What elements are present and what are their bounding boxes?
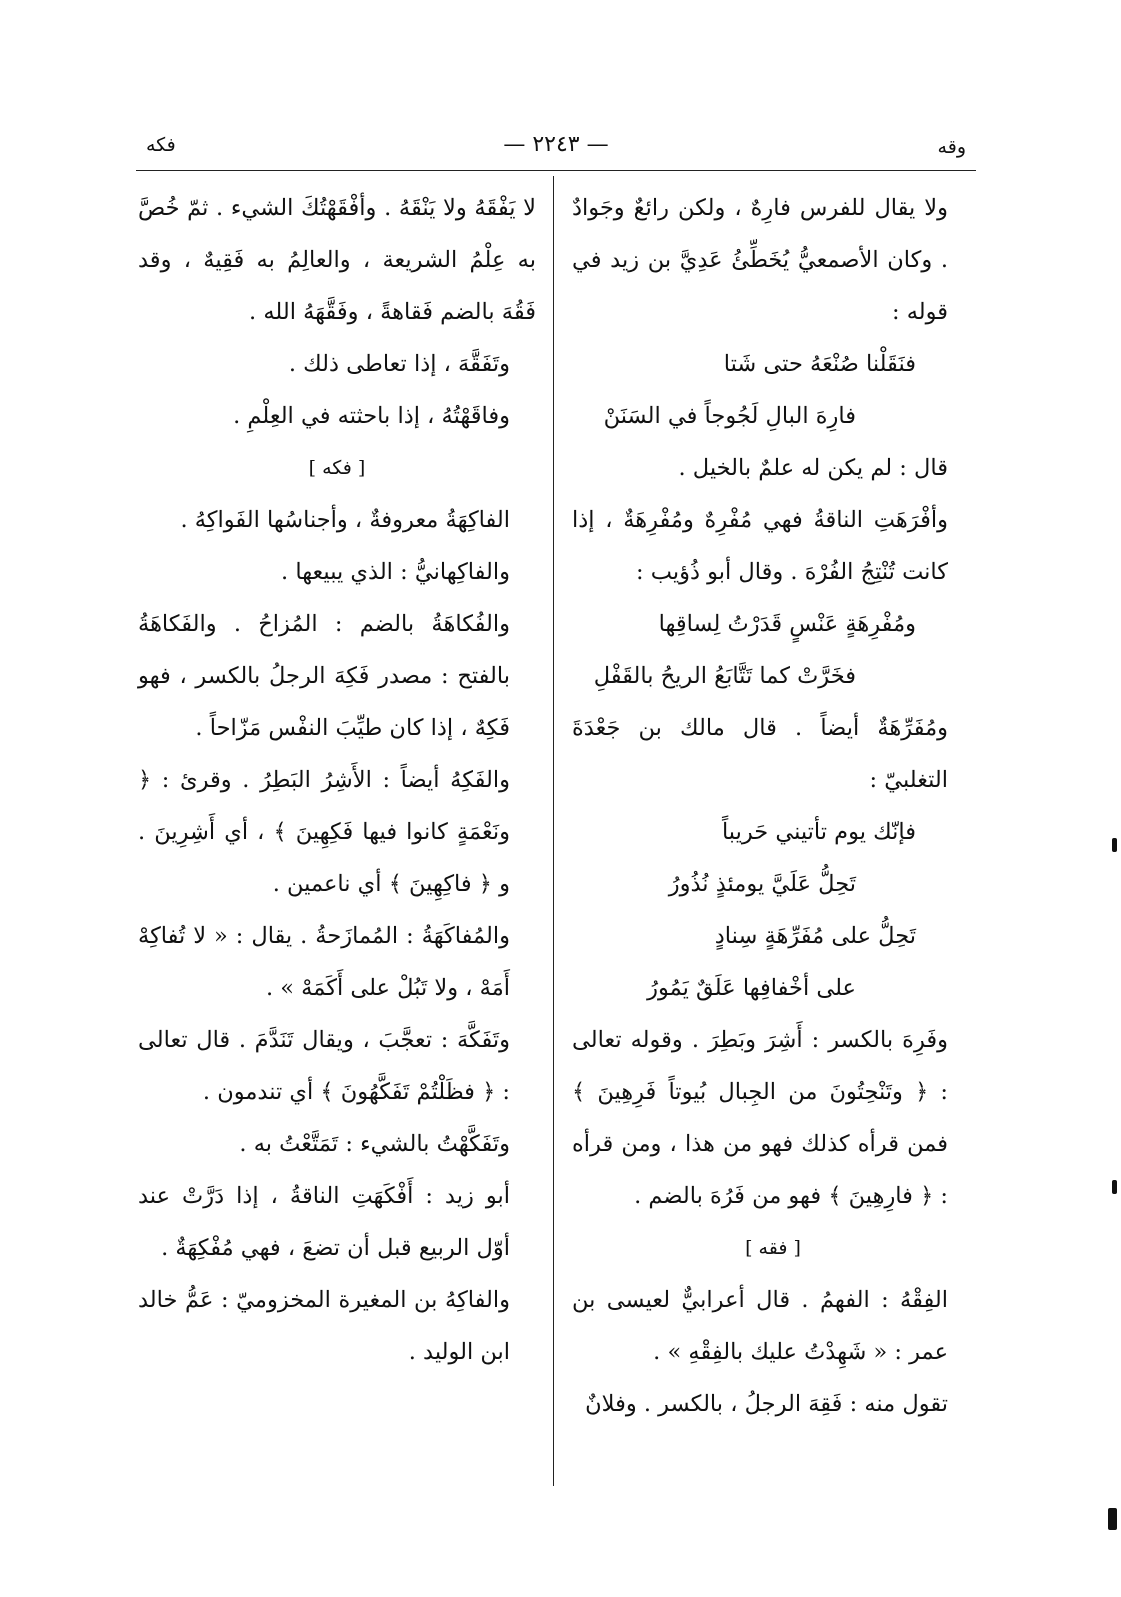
paragraph: والفاكِهُ بن المغيرة المخزوميّ : عَمُّ خالد ابن الوليد . [138, 1287, 510, 1365]
paragraph: قال : لم يكن له علمٌ بالخيل . [678, 455, 948, 481]
verse-line: تَحِلُّ على مُفَرِّهَةٍ سِنادٍ [714, 923, 916, 949]
paragraph: الفِقْهُ : الفهمُ . قال أعرابيٌّ لعيسى بن عمر : « شَهِدْتُ عليك بالفِقْهِ » . [572, 1287, 948, 1365]
paragraph: وتَفَكَّهَ : تعجَّبَ ، ويقال تَنَدَّمَ . قال تعالى : ﴿ فظَلْتُمْ تَفَكَّهُونَ ﴾ أي تندمون . [138, 1027, 510, 1105]
paragraph: أبو زيد : أَفْكَهَتِ الناقةُ ، إذا دَرَّتْ عند أوّل الربيع قبل أن تضعَ ، فهي مُفْكِهَةٌ . [138, 1183, 510, 1261]
page-header [138, 130, 974, 164]
paragraph: لا يَفْقَهُ ولا يَنْقَهُ . وأفْقَهْتُكَ الشيء . ثمّ خُصَّ به عِلْمُ الشريعة ، والعالِمُ به فَقِيهٌ ، وقد فَقُهَ بالضم فَقاهةً ، وفَقَّهَهُ الله . [138, 195, 536, 325]
header-rule [136, 170, 976, 171]
left-column [138, 182, 536, 1378]
paragraph: وفَرِهَ بالكسر : أَشِرَ وبَطِرَ . وقوله تعالى : ﴿ وتَنْحِتُونَ من الجِبال بُيوتاً فَرِهِينَ ﴾ فمن قرأه كذلك فهو من هذا ، ومن قرأه : ﴿ فارِهِينَ ﴾ فهو من فَرُهَ بالضم . [572, 1027, 948, 1209]
paragraph: وأفْرَهَتِ الناقةُ فهي مُفْرِهٌ ومُفْرِهَةٌ ، إذا كانت تُنْتِجُ الفُرْهَ . وقال أبو ذُؤيب : [572, 507, 948, 585]
verse-line: فارِهَ البالِ لَجُوجاً في السَنَنْ [603, 403, 856, 429]
verse-line: فخَرَّتْ كما تَتَّابَعُ الريحُ بالقَفْلِ [593, 663, 856, 689]
paragraph: والفاكِهانيُّ : الذي يبيعها . [281, 559, 510, 585]
verse-line: فنَقَلْنا صُنْعَهُ حتى شَتا [723, 351, 916, 377]
column-divider [553, 176, 554, 1486]
paragraph: والفُكاهَةُ بالضم : المُزاحُ . والفَكاهَةُ بالفتح : مصدر فَكِهَ الرجلُ بالكسر ، فهو فَكِهٌ ، إذا كان طيِّبَ النفْس مَزّاحاً . [138, 611, 510, 741]
paragraph: تقول منه : فَقِهَ الرجلُ ، بالكسر . وفلانٌ [585, 1391, 948, 1417]
scan-edge-mark [1108, 1508, 1117, 1530]
scan-edge-mark [1112, 838, 1117, 852]
entry-heading: [ فكه ] [308, 457, 366, 479]
paragraph: ولا يقال للفرس فارِهٌ ، ولكن رائعٌ وجَوادٌ . وكان الأصمعيُّ يُخَطِّئُ عَدِيَّ بن زيد في قوله : [572, 195, 948, 325]
verse-line: تَحِلُّ عَلَيَّ يومئذٍ نُذُورُ [668, 871, 856, 897]
verse-line: ومُفْرِهَةٍ عَنْسٍ قَدَرْتُ لِساقِها [658, 611, 916, 637]
paragraph: الفاكِهَةُ معروفةٌ ، وأجناسُها الفَواكِهُ . [180, 507, 510, 533]
paragraph: وتَفَكَّهْتُ بالشيء : تَمَتَّعْتُ به . [239, 1131, 510, 1157]
header-root-right: وقه [937, 136, 966, 158]
verse-line: فإنّك يوم تأتيني حَريباً [721, 819, 916, 845]
verse-line: على أخْفافِها عَلَقٌ يَمُورُ [647, 975, 856, 1001]
paragraph: ومُفَرِّهَةٌ أيضاً . قال مالك بن جَعْدَةَ التغلبيّ : [572, 715, 948, 793]
paragraph: وفاقَهْتُهُ ، إذا باحثته في العِلْمِ . [233, 403, 510, 429]
paragraph: وتَفَقَّهَ ، إذا تعاطى ذلك . [288, 351, 510, 377]
page-number: — ٢٢٤٣ — [503, 132, 609, 157]
entry-heading: [ فقه ] [745, 1237, 801, 1259]
scan-edge-mark [1112, 1180, 1117, 1194]
paragraph: والفَكِهُ أيضاً : الأَشِرُ البَطِرُ . وقرئ : ﴿ ونَعْمَةٍ كانوا فيها فَكِهِينَ ﴾ ، أي أَشِرِينَ . و ﴿ فاكِهِينَ ﴾ أي ناعمين . [138, 767, 510, 897]
right-column [572, 182, 974, 1430]
paragraph: والمُفاكَهَةُ : المُمازَحةُ . يقال : « لا تُفاكِهْ أَمَهْ ، ولا تَبُلْ على أَكَمَهْ » . [138, 923, 510, 1001]
header-root-left: فكه [146, 134, 176, 156]
